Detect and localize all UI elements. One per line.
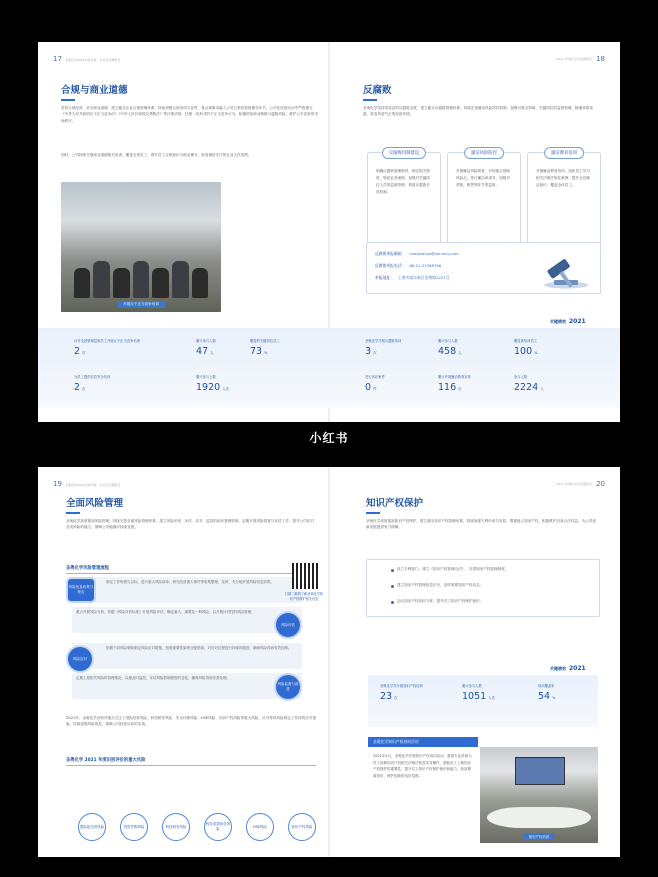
page-19 — [38, 467, 329, 857]
stat-item: 贪污诉讼案件 0 件 — [365, 375, 385, 393]
photo-caption: 知识产权培训 — [524, 833, 554, 840]
stat-item: 圣奥化学开展反腐败培训 3 次 — [365, 339, 402, 357]
section-title: 知识产权保护 — [366, 495, 423, 514]
report-spread-top — [38, 42, 620, 422]
stat-item: 为员工提供信息安全培训 2 次 — [74, 375, 111, 393]
section-body: 圣奥化学高度重视风险管理，持续完善全面风险管理体系，建立风险识别、评估、应对、监控的闭环管理机制，定期开展风险排查与评估工作，提升公司应对各类风险的能力，保障公司稳健可持续发展。 — [66, 519, 314, 530]
training-photo — [61, 182, 221, 312]
qr-code-icon — [292, 563, 318, 589]
flow-step: 重点开展风险分析，依据《风险评估标准》开展风险评估，确定重大、重要及一般风险，以开展针对性的风险管理。 — [72, 607, 302, 633]
card-text: 开展廉洁教育培训，组织员工学习相关法律法规及案例，提升全员廉洁意识，覆盖全体员工。 — [536, 169, 590, 187]
stat-item: 覆盖被培训员工 100 % — [514, 339, 538, 357]
ip-case-box — [368, 737, 598, 849]
stat-item: 累计参与人数 47 人 — [196, 339, 216, 357]
card-title: 廉洁教育培训 — [544, 147, 584, 159]
card-text: 开展廉洁风险排查，识别重点领域风险点，签订廉洁承诺书，加强对采购、销售等环节的监督。 — [456, 169, 510, 187]
flow-node-monitor: 风险监督与改进 — [276, 675, 300, 699]
stat-item: 覆盖的关键岗位员工 73 % — [250, 339, 280, 357]
page-number: 17 圣奥化学2021年度环境、社会及治理报告 — [53, 55, 121, 63]
contact-phone: 反腐败举报电话： 86-21-31768766 — [375, 263, 442, 268]
stat-item: 圣奥化学共开展知识产权培训 23 次 — [380, 684, 423, 702]
ip-measure: 加大知识产权培训力度，提升员工知识产权保护意识。 — [397, 599, 484, 603]
page-number: 19 圣奥化学2021年度环境、社会及治理报告 — [53, 480, 121, 488]
risk-item: 科技研发风险 — [162, 813, 190, 841]
flow-title: 圣奥化学风险管理流程 — [66, 565, 316, 574]
ip-measure: 建立知识产权管理信息平台，及时掌握知识产权动态。 — [397, 583, 484, 587]
section-title: 合规与商业道德 — [61, 82, 128, 101]
stat-item: 参与人数 2224 人 — [514, 375, 544, 393]
gavel-icon — [526, 255, 592, 289]
risk-item: 知识产权风险 — [288, 813, 316, 841]
ip-measures-box — [366, 559, 600, 617]
page-number: 18 — [596, 55, 605, 63]
report-contact-box — [366, 242, 601, 294]
watermark-text: 小红书 — [309, 431, 349, 445]
stat-item: 累计参与人数 1920 人次 — [196, 375, 230, 393]
stat-item: 累计参与人数 1051 人次 — [462, 684, 496, 702]
key-performance-label: 关键绩效 2021 — [550, 665, 586, 672]
contact-email: 反腐败举报邮箱： compliance@sennics.com — [375, 251, 459, 256]
case-text: 2021年4月，圣奥化学开展知识产权培训活动，邀请专业讲师为员工讲解知识产权相关法律法规及实务操作，帮助员工了解知识产权保护的重要性，提升员工知识产权保护意识和能力，营造尊重知识、保护创新的良好氛围。 — [373, 754, 472, 778]
ip-measure: 设立专利部门，建立《知识产权管理办法》，完善知识产权管理制度。 — [397, 567, 509, 571]
risk-item: HSE风险 — [246, 813, 274, 841]
flow-step: 依据不同风险策略制定风险应对措施，按照重要性原则分配资源，对应对过程进行持续的跟进，确保风险得到有效控制。 — [72, 643, 302, 669]
key-performance-label: 关键绩效 2021 — [550, 318, 586, 325]
risk-item: 科技成果转化风险 — [204, 813, 232, 841]
ip-training-photo — [480, 747, 598, 843]
flow-step: 定期上报相关风险的管理情况，以便及时监控，评估风险影响程度的变化，确保风险得到妥善处理。 — [72, 673, 302, 699]
risk-item: 国际化经营风险 — [78, 813, 106, 841]
section-body-2: 2021年，圣奥化学识别并重点关注了国际经营风险、科技研发风险、安全环保风险、HSE风险、知识产权风险等重大风险，针对每项风险制定了具体的应对措施，持续加强风险管控，保障公司经营目标的实现。 — [66, 716, 316, 727]
running-head: 2021 环境社会及治理报告 — [556, 482, 592, 486]
card-title: 廉洁风险防控 — [464, 147, 504, 159]
flow-step: 制定工作规划与目标，进行重大风险清单、研究经营重大事件等收集整理，及时、充分地开展风险信息收集。 — [72, 577, 302, 603]
case-title: 圣奥化学知识产权培训活动 — [368, 737, 478, 747]
anticorruption-card — [367, 152, 441, 253]
stat-item: 针对全部管理层和员工开展反不正当竞争培训 2 次 — [74, 339, 140, 357]
qr-caption: 扫描二维码了解圣奥化学知识产权保护相关信息 — [284, 592, 324, 601]
flow-node-assess: 风险评估 — [276, 613, 300, 637]
section-title: 全面风险管理 — [66, 495, 123, 514]
card-text: 明确反腐败管理职责，制定相关制度，规范业务流程，加强对关键岗位人员的监督管理，构建反腐败长效机制。 — [376, 169, 430, 194]
section-body: 圣奥化学高度重视知识产权保护，建立健全知识产权管理体系，持续加强专利申请与布局，尊重他人知识产权，积极维护自身合法权益，为公司创新发展提供有力保障。 — [366, 519, 596, 530]
report-spread-bottom — [38, 467, 620, 857]
running-head: 圣奥化学2021年度环境、社会及治理报告 — [64, 483, 121, 487]
anticorruption-card — [527, 152, 601, 253]
running-head: 2021 环境社会及治理报告 — [556, 57, 592, 61]
section-title: 反腐败 — [363, 82, 392, 101]
contact-address: 举报地址： 上海市浦东新区金海路2222号 — [375, 275, 450, 280]
major-risks-title: 圣奥化学 2021 年度识别评价的重大风险 — [66, 757, 316, 766]
flow-node-collect: 风险信息收集与报告 — [68, 579, 94, 601]
section-body-2: 同时，公司持续开展商业道德相关培训，覆盖全体员工，提升员工合规意识与职业操守，营造诚信守法的企业文化氛围。 — [61, 153, 252, 157]
page-number: 20 — [596, 480, 605, 488]
stat-item: 培训覆盖率 54 % — [538, 684, 556, 702]
card-title: 反腐败机制建设 — [382, 147, 426, 159]
risk-item: 投资并购风险 — [120, 813, 148, 841]
anticorruption-card — [447, 152, 521, 253]
stat-item: 累计开展廉洁教育宣传 116 次 — [438, 375, 471, 393]
photo-caption: 开展反不正当竞争培训 — [117, 301, 165, 308]
section-body: 圣奥化学坚持零容忍的反腐败态度，建立健全反腐败管理体系，持续完善廉洁风险防控机制，加强对重点领域、关键岗位的监督管理，畅通举报渠道，营造风清气正的经营环境。 — [363, 106, 593, 117]
stat-item: 累计参与人数 458 人 — [438, 339, 462, 357]
flow-node-respond: 风险应对 — [68, 647, 92, 671]
running-head: 圣奥化学2021年度环境、社会及治理报告 — [64, 58, 121, 62]
section-body: 坚持合规经营，坚守商业道德，建立健全企业合规管理体系，持续加强合规培训与宣贯，将合规要求融入公司日常经营管理各环节。公司在经营活动中严格遵守《中华人民共和国反不正当竞争法》《中华人民共和国反垄断法》等法律法规，杜绝一切形式的不正当竞争行为，积极防范商业贿赂与腐败风险，维护公平竞争的市场秩序。 — [61, 106, 318, 123]
